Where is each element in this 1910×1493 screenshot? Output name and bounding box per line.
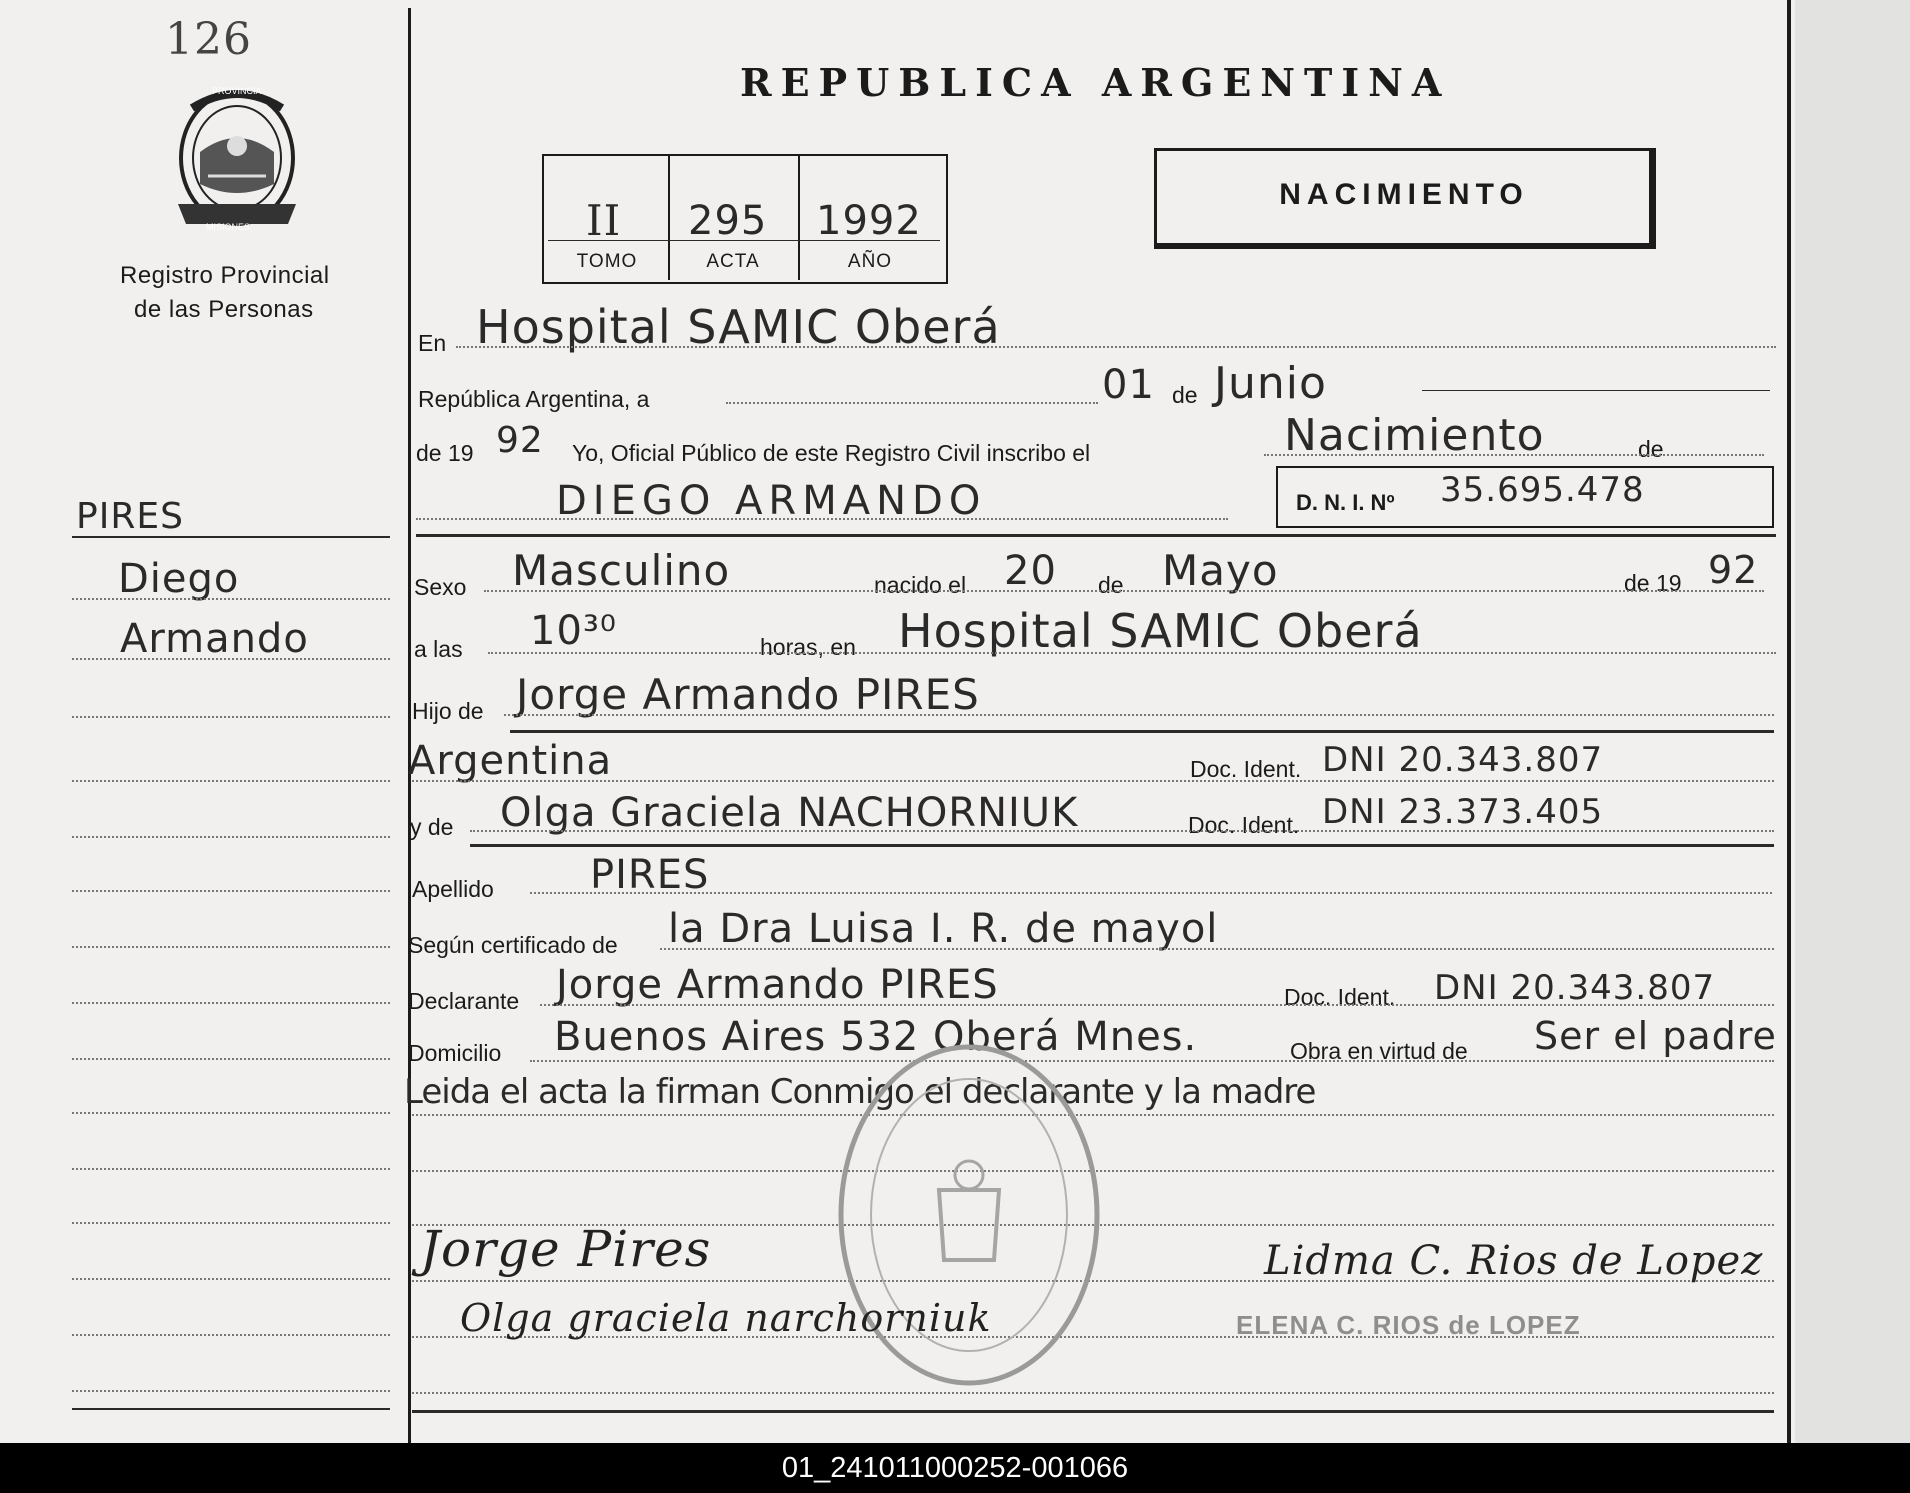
anio-value: 1992 bbox=[816, 198, 922, 244]
hour: 10³⁰ bbox=[530, 608, 617, 654]
right-border bbox=[1787, 0, 1791, 1443]
apellido-label: Apellido bbox=[412, 876, 494, 902]
dni-value: 35.695.478 bbox=[1440, 470, 1645, 510]
domicilio: Buenos Aires 532 Oberá Mnes. bbox=[554, 1014, 1198, 1060]
sexo-value: Masculino bbox=[512, 546, 731, 595]
country-title: REPUBLICA ARGENTINA bbox=[740, 60, 1451, 105]
mother-doc-label: Doc. Ident. bbox=[1188, 812, 1300, 838]
birth-de-label: de bbox=[1098, 572, 1124, 598]
month: Junio bbox=[1214, 358, 1327, 409]
father-signature: Jorge Pires bbox=[420, 1220, 712, 1278]
registry-line2: de las Personas bbox=[134, 296, 314, 323]
birth-place: Hospital SAMIC Oberá bbox=[898, 604, 1423, 658]
apellido-value: PIRES bbox=[590, 852, 710, 898]
year-suffix: 92 bbox=[496, 420, 544, 461]
side-name2: Armando bbox=[120, 616, 309, 662]
father-nationality: Argentina bbox=[408, 738, 613, 784]
father: Jorge Armando PIRES bbox=[516, 670, 980, 719]
birth-year-suffix: 92 bbox=[1708, 548, 1759, 592]
place: Hospital SAMIC Oberá bbox=[476, 300, 1001, 354]
yde-label: y de bbox=[410, 814, 454, 840]
seal-bottom-text: MISIONES bbox=[206, 222, 251, 232]
officer-stamp: ELENA C. RIOS de LOPEZ bbox=[1236, 1310, 1581, 1340]
father-doc-label: Doc. Ident. bbox=[1190, 756, 1302, 782]
seal-top-text: PROVINCIA bbox=[212, 86, 262, 96]
acta-value: 295 bbox=[688, 198, 768, 244]
de-label: de bbox=[1172, 382, 1198, 408]
de19-label: de 19 bbox=[416, 440, 474, 466]
event: Nacimiento bbox=[1284, 410, 1545, 461]
declarante-doc: DNI 20.343.807 bbox=[1434, 968, 1716, 1008]
birth-month: Mayo bbox=[1162, 546, 1279, 595]
registry-line1: Registro Provincial bbox=[120, 262, 330, 289]
side-name1: Diego bbox=[118, 556, 240, 602]
segun-label: Según certificado de bbox=[408, 932, 618, 958]
mother-doc: DNI 23.373.405 bbox=[1322, 792, 1604, 832]
horas-label: horas, en bbox=[760, 634, 856, 660]
file-id-bar bbox=[0, 1443, 1910, 1493]
oficial-text: Yo, Oficial Público de este Registro Civil inscribo el bbox=[572, 440, 1091, 466]
father-doc: DNI 20.343.807 bbox=[1322, 740, 1604, 780]
de-label2: de bbox=[1638, 436, 1664, 462]
declarante-label: Declarante bbox=[408, 988, 520, 1014]
obra: Ser el padre bbox=[1534, 1014, 1777, 1058]
sexo-label: Sexo bbox=[414, 574, 467, 600]
anio-label: AÑO bbox=[847, 251, 893, 272]
full-name: DIEGO ARMANDO bbox=[556, 478, 987, 524]
mother: Olga Graciela NACHORNIUK bbox=[500, 790, 1079, 836]
record-type: NACIMIENTO bbox=[1279, 178, 1529, 211]
provincial-seal-icon bbox=[168, 84, 306, 236]
birth-day: 20 bbox=[1004, 548, 1057, 594]
file-id: 01_241011000252-001066 bbox=[781, 1452, 1129, 1484]
certificado: la Dra Luisa I. R. de mayol bbox=[668, 906, 1219, 952]
acta-label: ACTA bbox=[706, 251, 760, 272]
mother-signature: Olga graciela narchorniuk bbox=[460, 1296, 992, 1340]
column-divider bbox=[408, 8, 411, 1443]
day: 01 bbox=[1102, 362, 1155, 408]
page-margin bbox=[1795, 0, 1910, 1443]
tomo-value: II bbox=[586, 196, 622, 245]
dni-label: D. N. I. Nº bbox=[1296, 490, 1395, 515]
nacido-label: nacido el bbox=[874, 572, 967, 598]
domicilio-label: Domicilio bbox=[408, 1040, 502, 1066]
alas-label: a las bbox=[414, 636, 463, 662]
declarante: Jorge Armando PIRES bbox=[556, 962, 999, 1008]
birth-de19-label: de 19 bbox=[1624, 570, 1682, 596]
officer-signature: Lidma C. Rios de Lopez bbox=[1264, 1238, 1764, 1284]
declarante-doc-label: Doc. Ident. bbox=[1284, 984, 1396, 1010]
hijo-label: Hijo de bbox=[412, 698, 484, 724]
republica-label: República Argentina, a bbox=[418, 386, 650, 412]
page-number: 126 bbox=[165, 14, 252, 65]
obra-label: Obra en virtud de bbox=[1290, 1038, 1468, 1064]
side-surname: PIRES bbox=[76, 496, 184, 537]
en-label: En bbox=[418, 330, 447, 356]
tomo-label: TOMO bbox=[576, 251, 638, 272]
leida-text: Leida el acta la firman Conmigo el declarante y la madre bbox=[404, 1072, 1316, 1112]
